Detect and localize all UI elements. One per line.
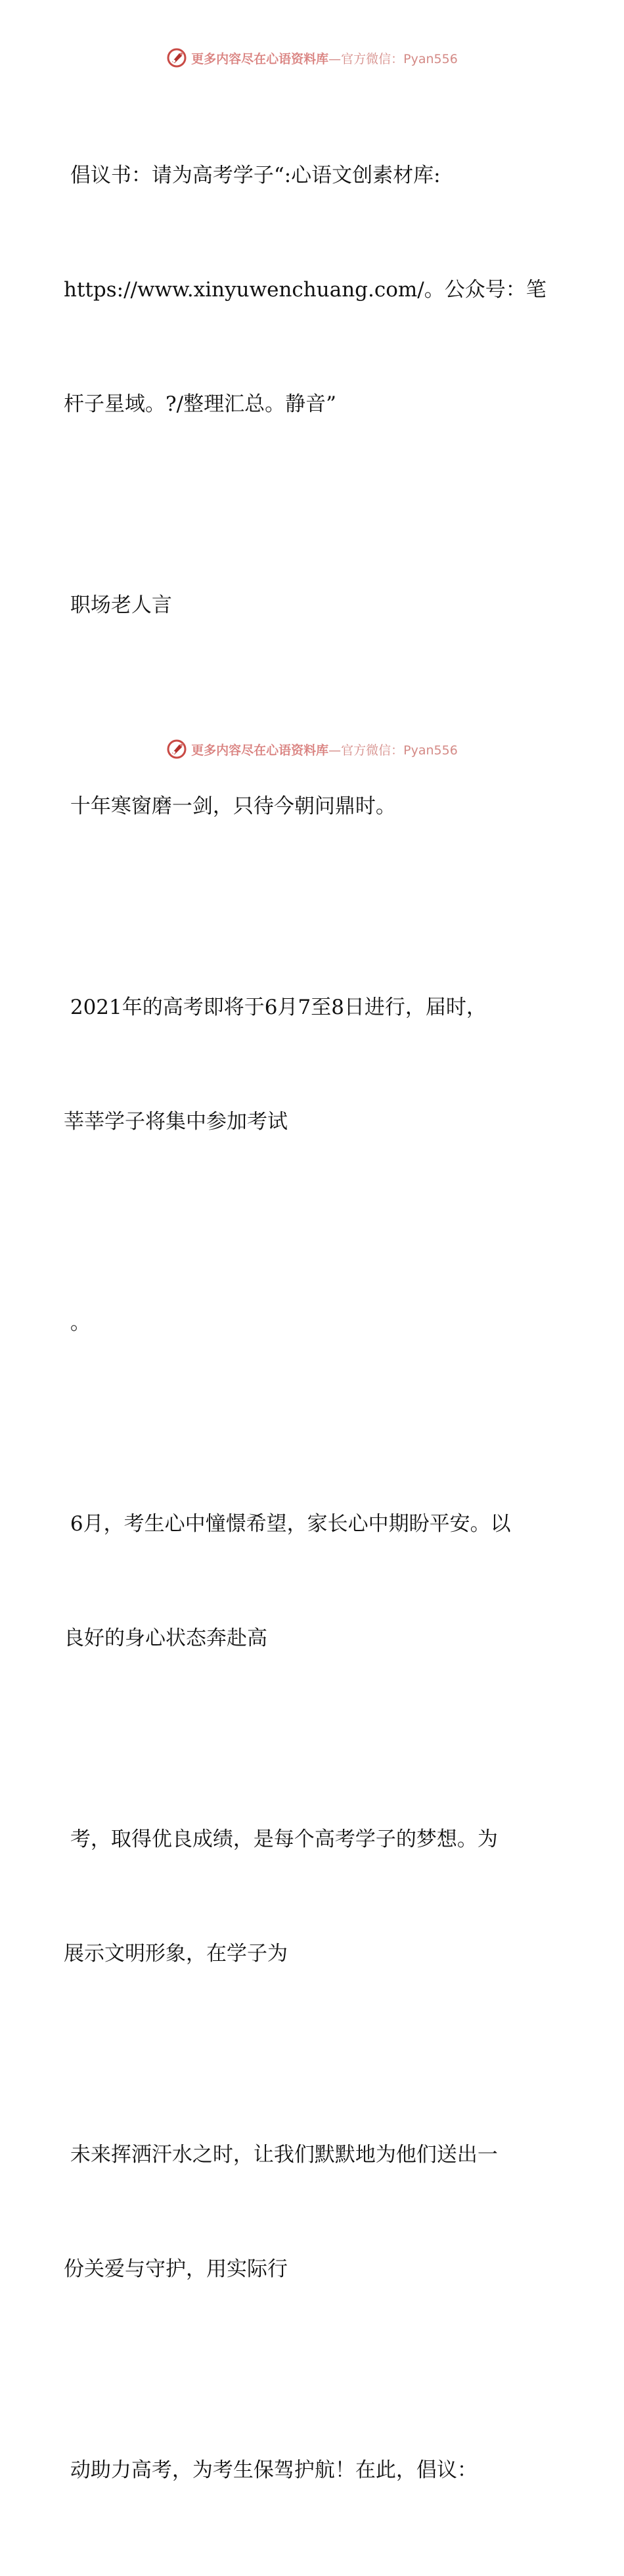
paragraph [64, 1228, 569, 1418]
footer-watermark-banner [0, 736, 624, 762]
paragraph-author [64, 510, 569, 701]
pen-nib-logo-icon [166, 739, 187, 760]
paragraph [64, 912, 569, 1217]
paragraph [64, 2375, 569, 2565]
text-line: 6月，考生心中憧憬希望，家长心中期盼平安。以 [64, 1512, 511, 1536]
text-line: 莘莘学子将集中参加考试 [64, 1110, 288, 1134]
text-line: 十年寒窗磨一剑，只待今朝问鼎时。 [64, 794, 396, 818]
watermark-tail: 官方微信：Pyan556 [341, 51, 458, 66]
paragraph [64, 2059, 569, 2364]
watermark-tail: 官方微信：Pyan556 [341, 743, 458, 758]
watermark-dash: — [328, 743, 342, 758]
watermark-text [191, 741, 458, 758]
text-line: 动助力高考，为考生保驾护航！在此，倡议： [64, 2458, 478, 2482]
text-line: 良好的身心状态奔赴高 [64, 1626, 267, 1650]
text-line: 考，取得优良成绩，是每个高考学子的梦想。为 [64, 1828, 498, 1851]
pen-nib-logo-icon [166, 47, 187, 68]
text-line: 职场老人言 [64, 593, 172, 617]
text-line: 杆子星域。?/整理汇总。静音” [64, 392, 336, 416]
watermark-text [191, 49, 458, 67]
text-line: 倡议书：请为高考学子“:心语文创素材库: [64, 164, 441, 187]
document-body [64, 80, 569, 2576]
paragraph [64, 1744, 569, 2049]
paragraph-title [64, 80, 569, 499]
text-line: 。 [64, 1311, 91, 1335]
text-line: https://www.xinyuwenchuang.com/。公众号：笔 [64, 278, 546, 302]
watermark-dash: — [328, 51, 342, 66]
watermark-main: 更多内容尽在心语资料库 [191, 743, 329, 758]
text-line: 展示文明形象，在学子为 [64, 1942, 288, 1966]
text-line: 份关爱与守护，用实际行 [64, 2257, 288, 2281]
text-line: 未来挥洒汗水之时，让我们默默地为他们送出一 [64, 2143, 498, 2167]
paragraph [64, 1429, 569, 1734]
header-watermark-banner [0, 45, 624, 71]
text-line: 2021年的高考即将于6月7至8日进行，届时， [64, 996, 487, 1019]
watermark-main: 更多内容尽在心语资料库 [191, 51, 329, 66]
